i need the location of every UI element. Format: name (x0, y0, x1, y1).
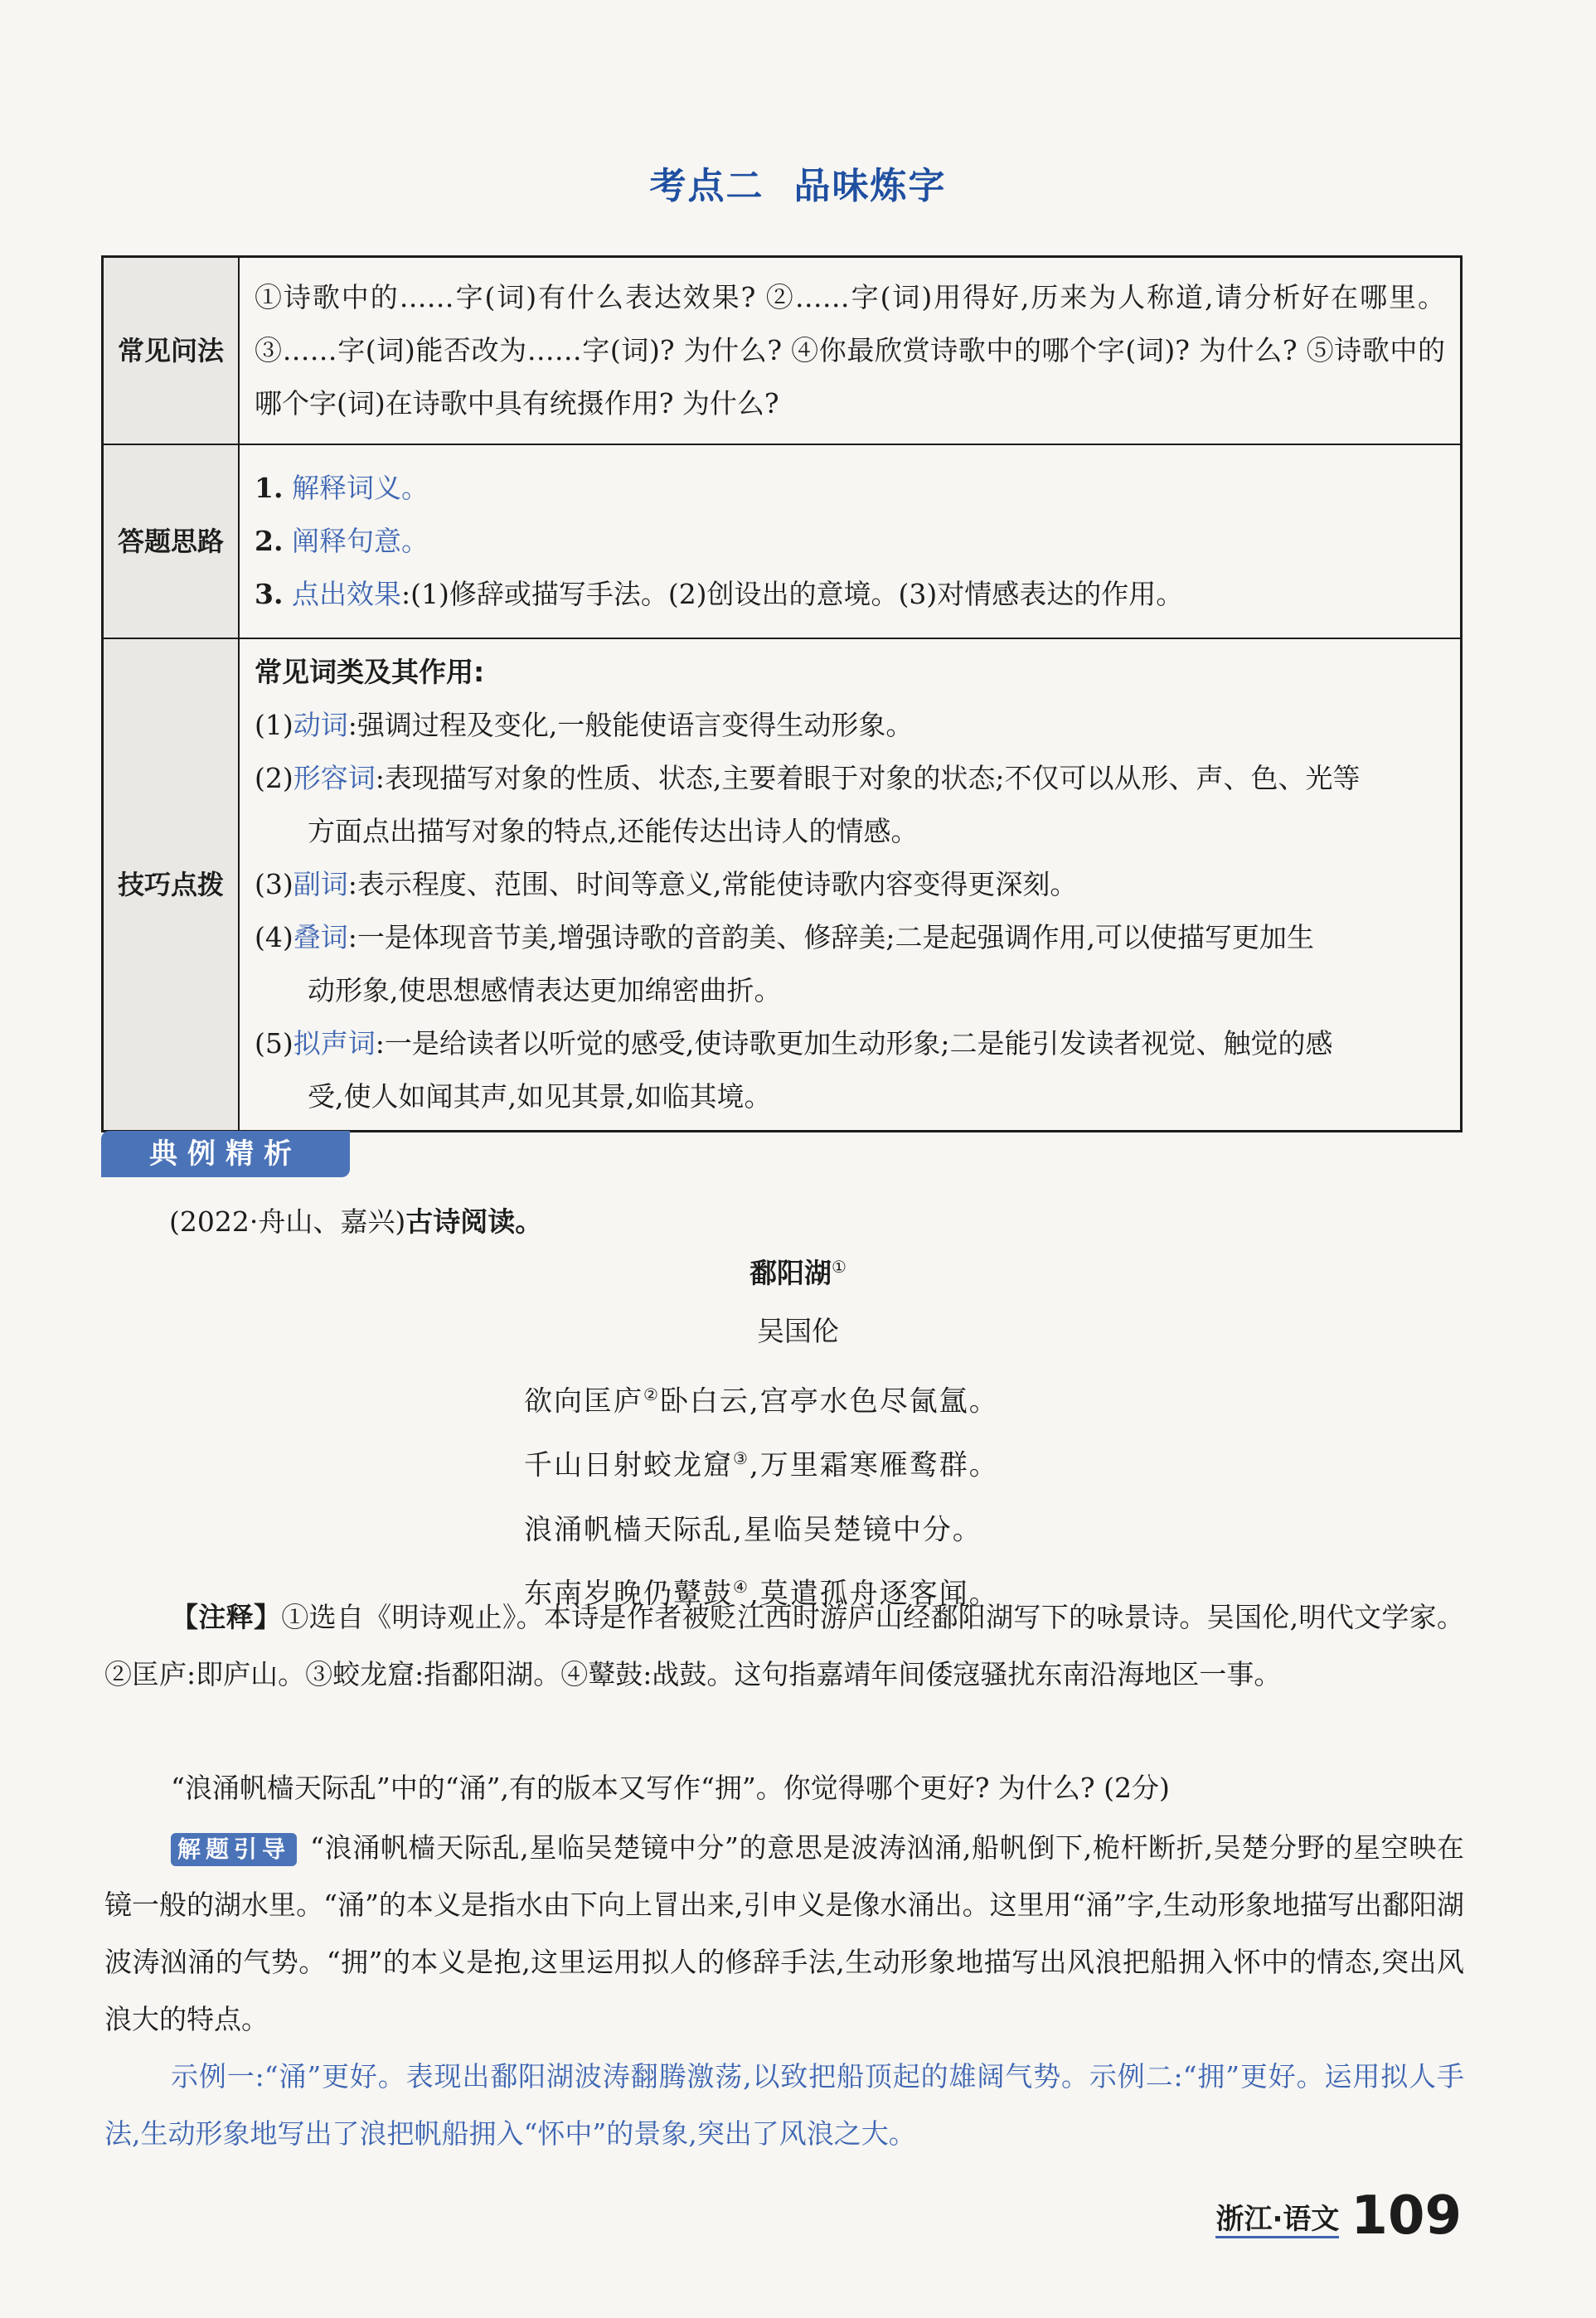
table-row (103, 257, 1462, 445)
item-number: 3. (255, 578, 284, 610)
item-text: :一是体现音节美,增强诗歌的音韵美、修辞美;二是起强调作用,可以使描写更加生 (347, 921, 1314, 953)
item-key: 解释词义。 (291, 472, 429, 504)
item-key: 副词 (293, 868, 348, 900)
row-text: ①诗歌中的……字(词)有什么表达效果? ②……字(词)用得好,历来为人称道,请分析好在哪里。③……字(词)能否改为……字(词)? 为什么? ④你最欣赏诗歌中的哪个字(词)? 为什么? ⑤诗歌中的哪个字(词)在诗歌中具有统摄作用? 为什么? (255, 281, 1445, 419)
poem-text: ,万里霜寒雁鹜群。 (749, 1448, 999, 1482)
page-footer (1215, 2185, 1462, 2247)
poem-text: 卧白云,宫亭水色尽氤氲。 (659, 1384, 999, 1418)
section-title (0, 156, 1596, 209)
annotation-label: 【注释】 (171, 1601, 282, 1633)
poem-note: ② (643, 1384, 660, 1404)
row-header: 技巧点拨 (103, 638, 240, 1132)
item-number: 2. (255, 525, 284, 557)
source-text: (2022·舟山、嘉兴) (169, 1205, 406, 1238)
item-number: (3) (255, 868, 293, 900)
item-text: :一是给读者以听觉的感受,使诗歌更加生动形象;二是能引发读者视觉、触觉的感 (375, 1027, 1333, 1060)
tips-list (239, 638, 1462, 1132)
poem-line (524, 1430, 999, 1494)
poem-text: 欲向匡庐 (524, 1384, 643, 1418)
poem-note: ④ (733, 1576, 749, 1597)
question-text: “浪涌帆樯天际乱”中的“涌”,有的版本又写作“拥”。你觉得哪个更好? 为什么? (2分) (171, 1772, 1170, 1804)
table-row (103, 444, 1462, 638)
example-tag: 典例精析 (101, 1131, 350, 1177)
item-text-cont: 受,使人如闻其声,如见其景,如临其境。 (308, 1080, 772, 1113)
item-number: (1) (255, 709, 293, 741)
list-item (255, 699, 1445, 752)
guide-paragraph (104, 1819, 1464, 2048)
item-text: :表现描写对象的性质、状态,主要着眼于对象的状态;不仅可以从形、声、色、光等 (375, 762, 1361, 794)
page-number: 109 (1351, 2185, 1462, 2247)
item-key: 拟声词 (293, 1027, 376, 1060)
poem-author: 吴国伦 (757, 1315, 839, 1347)
item-key: 形容词 (293, 762, 376, 794)
list-item (255, 462, 1445, 515)
tips-intro: 常见词类及其作用: (255, 656, 485, 688)
poem-title-note: ① (832, 1257, 847, 1277)
poem-line (524, 1495, 999, 1559)
poem-text: 千山日射蛟龙窟 (524, 1448, 733, 1482)
row-header: 答题思路 (103, 444, 240, 638)
guide-text: “浪涌帆樯天际乱,星临吴楚镜中分”的意思是波涛汹涌,船帆倒下,桅杆断折,吴楚分野的星空映在镜一般的湖水里。“涌”的本义是指水由下向上冒出来,引申义是像水涌出。这里用“涌”字,生动形象地描写出鄱阳湖波涛汹涌的气势。“拥”的本义是抱,这里运用拟人的修辞手法,生动形象地描写出风浪把船拥入怀中的情态,突出风浪大的特点。 (104, 1831, 1464, 2035)
list-item (255, 858, 1445, 911)
annotation-text: ①选自《明诗观止》。本诗是作者被贬江西时游庐山经鄱阳湖写下的咏景诗。吴国伦,明代文学家。②匡庐:即庐山。③蛟龙窟:指鄱阳湖。④鼙鼓:战鼓。这句指嘉靖年间倭寇骚扰东南沿海地区一事。 (104, 1601, 1464, 1690)
item-number: (4) (255, 921, 293, 953)
answer-approach-list (239, 444, 1462, 638)
poem-text: 浪涌帆樯天际乱,星临吴楚镜中分。 (524, 1512, 982, 1546)
answer-text: 示例一:“涌”更好。表现出鄱阳湖波涛翻腾激荡,以致把船顶起的雄阔气势。示例二:“拥”更好。运用拟人手法,生动形象地写出了浪把帆船拥入“怀中”的景象,突出了风浪之大。 (104, 2060, 1464, 2150)
list-item (255, 1017, 1445, 1070)
poem-note: ③ (733, 1448, 749, 1469)
poem-body (524, 1366, 999, 1622)
table-row (103, 638, 1462, 1132)
list-item (255, 515, 1445, 568)
poem-line (524, 1366, 999, 1430)
list-item (255, 911, 1445, 964)
item-key: 阐释句意。 (291, 525, 429, 557)
item-number: (2) (255, 762, 293, 794)
example-source (169, 1200, 542, 1239)
item-key: 点出效果 (291, 578, 401, 610)
section-name: 品味炼字 (793, 165, 947, 207)
list-item (255, 568, 1445, 621)
poem-title-text: 鄱阳湖 (749, 1257, 832, 1289)
answer-paragraph (104, 2048, 1464, 2162)
item-text: :强调过程及变化,一般能使语言变得生动形象。 (347, 709, 914, 741)
item-text: :表示程度、范围、时间等意义,常能使诗歌内容变得更深刻。 (347, 868, 1078, 900)
item-text: :(1)修辞或描写手法。(2)创设出的意境。(3)对情感表达的作用。 (400, 578, 1184, 610)
question-forms-text (239, 257, 1462, 445)
section-number: 考点二 (649, 165, 764, 207)
row-header: 常见问法 (103, 257, 240, 445)
item-text-cont: 方面点出描写对象的特点,还能传达出诗人的情感。 (308, 815, 919, 847)
item-number: 1. (255, 472, 284, 504)
item-number: (5) (255, 1027, 293, 1060)
footer-label: 浙江·语文 (1215, 2203, 1339, 2238)
item-text-cont: 动形象,使思想感情表达更加绵密曲折。 (308, 974, 782, 1006)
poem-text: 东南岁晚仍鼙鼓 (524, 1577, 733, 1611)
item-key: 动词 (293, 709, 348, 741)
item-key: 叠词 (293, 921, 348, 953)
list-item (255, 752, 1445, 805)
source-label: 古诗阅读。 (405, 1205, 543, 1238)
question-paragraph (104, 1759, 1464, 1816)
annotation-paragraph (104, 1588, 1464, 1703)
guide-label: 解题引导 (171, 1833, 297, 1866)
poem-text: ,莫遣孤舟逐客闻。 (749, 1577, 999, 1611)
knowledge-table (101, 255, 1463, 1132)
poem-title (0, 1252, 1596, 1291)
